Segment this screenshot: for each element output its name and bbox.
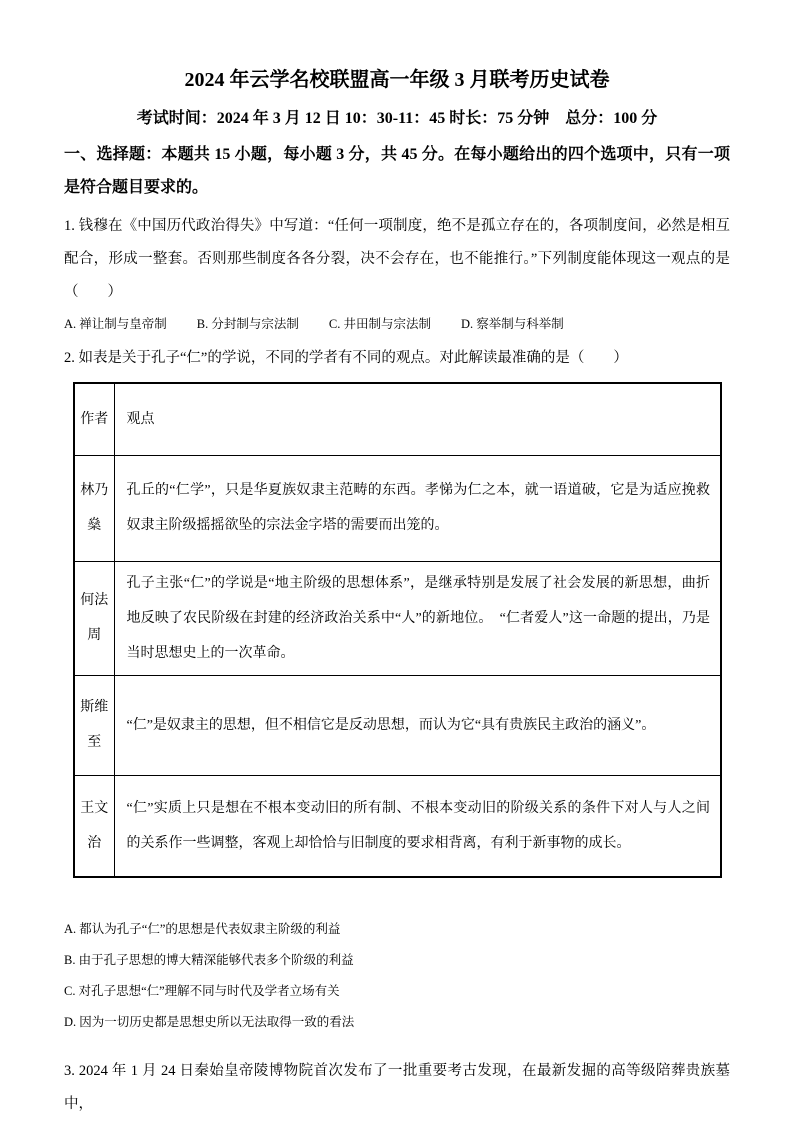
view-cell: 孔子主张“仁”的学说是“地主阶级的思想体系”，是继承特别是发展了社会发展的新思想，曲折地反映了农民阶级在封建的经济政治关系中“人”的新地位。 “仁者爱人”这一命题的提出，乃是当时思想史上的一次革命。: [114, 561, 721, 675]
author-cell: 王文治: [74, 775, 114, 877]
q2-option-a: A. 都认为孔子“仁”的思想是代表奴隶主阶级的利益: [64, 922, 341, 936]
table-row: [74, 455, 721, 561]
author-cell: 斯维至: [74, 675, 114, 775]
view-cell: “仁”是奴隶主的思想，但不相信它是反动思想，而认为它“具有贵族民主政治的涵义”。: [114, 675, 721, 775]
section-1-heading: 一、选择题：本题共 15 小题，每小题 3 分，共 45 分。在每小题给出的四个选项中，只有一项是符合题目要求的。: [64, 146, 730, 196]
question-1-stem: 1. 钱穆在《中国历代政治得失》中写道：“任何一项制度，绝不是孤立存在的，各项制度间，必然是相互配合，形成一整套。否则那些制度各各分裂，决不会存在，也不能推行。”下列制度能体现这一观点的是（ ）: [64, 218, 730, 300]
q2-option-b: B. 由于孔子思想的博大精深能够代表多个阶级的利益: [64, 953, 354, 967]
q2-option-c: C. 对孔子思想“仁”理解不同与时代及学者立场有关: [64, 984, 340, 998]
author-cell: 何法周: [74, 561, 114, 675]
page-title: 2024 年云学名校联盟高一年级 3 月联考历史试卷: [184, 69, 610, 91]
q1-option-d: D. 察举制与科举制: [460, 317, 564, 331]
view-cell: “仁”实质上只是想在不根本变动旧的所有制、不根本变动旧的阶级关系的条件下对人与人之间的关系作一些调整，客观上却恰恰与旧制度的要求相背离，有利于新事物的成长。: [114, 775, 721, 877]
author-header-cell: 作者: [74, 383, 114, 455]
table-header-row: [74, 383, 721, 455]
view-header-cell: 观点: [114, 383, 721, 455]
question-2-options: [64, 914, 730, 1038]
q2-option-d: D. 因为一切历史都是思想史所以无法取得一致的看法: [64, 1015, 355, 1029]
question-3-stem: 3. 2024 年 1 月 24 日秦始皇帝陵博物院首次发布了一批重要考古发现，在最新发掘的高等级陪葬贵族墓中，: [64, 1063, 730, 1112]
table-row: [74, 775, 721, 877]
view-cell: 孔丘的“仁学”，只是华夏族奴隶主范畴的东西。孝悌为仁之本，就一语道破，它是为适应挽救奴隶主阶级摇摇欲坠的宗法金字塔的需要而出笼的。: [114, 455, 721, 561]
q1-option-a: A. 禅让制与皇帝制: [64, 317, 167, 331]
question-1-options: [64, 309, 730, 339]
q1-option-b: B. 分封制与宗法制: [196, 317, 299, 331]
table-row: [74, 561, 721, 675]
scholars-views-table: [73, 382, 722, 878]
exam-info-line: 考试时间：2024 年 3 月 12 日 10：30-11：45 时长：75 分钟 总分：100 分: [136, 110, 658, 127]
question-2-stem: 2. 如表是关于孔子“仁”的学说，不同的学者有不同的观点。对此解读最准确的是（ ）: [64, 350, 628, 366]
q1-option-c: C. 井田制与宗法制: [328, 317, 431, 331]
author-cell: 林乃燊: [74, 455, 114, 561]
table-row: [74, 675, 721, 775]
